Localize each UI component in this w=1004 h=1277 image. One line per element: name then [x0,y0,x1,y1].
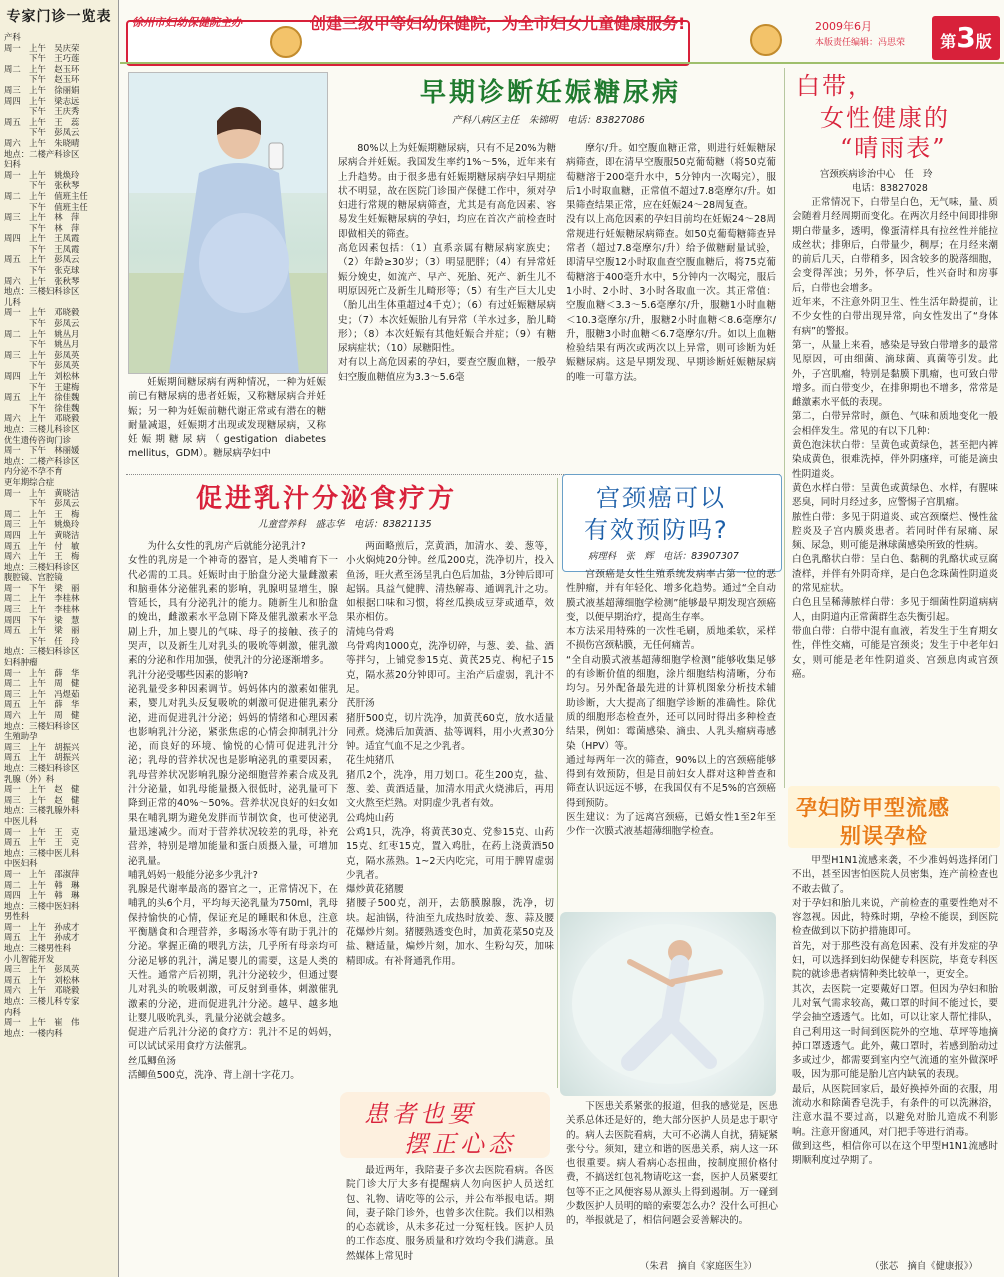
bear-mascot-icon [270,26,302,58]
article1-col1: 80%以上为妊娠期糖尿病，只有不足20%为糖尿病合并妊娠。我国发生率约1%～5%，近年来有上升趋势。由于很多患有妊娠期糖尿病孕妇早期症状不明显，故在医院门诊围产保健工作中，须对孕妇进行常规的糖尿病筛查，尤其是有高危因素、容易发生妊娠糖尿病的孕妇，均应在首次产前检查时即做相关的筛查。 高危因素包括：（1）直系亲属有糖尿病家族史；（2）年龄≥30岁；（3）明显肥胖；（4）有异常妊娠分娩史，如流产、早产、死胎、死产、新生儿不明原因死亡及新生儿畸形等；（5）有生产巨大儿史（胎儿出生体重超过4千克）；（6）有过妊娠糖尿病史；（7）本次妊娠胎儿有异常（羊水过多，胎儿畸形）；（8）本次妊娠有其他妊娠合并症；（9）有糖尿病症状；（10）尿糖阳性。 对有以上高危因素的孕妇，要查空腹血糖，一般孕妇空腹血糖值应为3.3～5.6毫 [338,143,556,383]
article3-byline: 儿童营养科 盛志华 电话：83821135 [258,519,432,530]
article2-byline-2: 电话：83827028 [852,183,928,194]
issue-date: 2009年6月 [815,20,872,33]
article3-col2: 两面略煎后，烹黄酒，加清水、姜、葱等，小火焖炖20分钟。丝瓜200克，洗净切片，投入鱼汤，旺火煮至汤呈乳白色后加盐，3分钟后即可起锅。具益气健脾、清热解毒、通调乳汁之功。如根据口味和习惯，将丝瓜换成豆芽或通草，效果亦相仿。 清炖乌骨鸡 乌骨鸡肉1000克，洗净切碎，与葱、姜、盐、酒等拌匀，上铺党参15克、黄芪25克、枸杞子15克，隔水蒸20分钟即可。主治产后虚弱，乳汁不足。 芪肝汤 猪肝500克，切片洗净，加黄芪60克，放水适量同煮。烧沸后加黄酒、盐等调料，用小火煮30分钟。适宜气血不足之少乳者。 花生炖猪爪 猪爪2个，洗净，用刀划口。花生200克，盐、葱、姜、黄酒适量，加清水用武火烧沸后，再用文火熬至烂熟。对阴虚少乳者有效。 公鸡炖山药 公鸡1只，洗净，将黄芪30克、党参15克、山药15克、红枣15克，置入鸡肚，在药上浇黄酒50克，隔水蒸熟。1~2天内吃完，可用于脾胃虚弱少乳者。 爆炒黄花猪腰 猪腰子500克，剖开，去筋膜腺腺，洗净，切块。起油锅，待油至九成热时放姜、葱、蒜及腰花爆炒片刻。猪腰熟透变色时，加黄花菜50克及盐、糖适量，煸炒片刻，加水、生粉勾芡，加味精即成。有补肾通乳作用。 [346,541,554,967]
article4-body: 宫颈癌是女性生殖系统发病率占第一位的恶性肿瘤，并有年轻化、增多化趋势。通过“全自动膜式液基超薄细胞学检测”能够最早期发现宫颈癌变，以便早期治疗，提高生存率。 本方法采用特殊的一次性毛刷，质地柔软，采样不损伤宫颈粘膜，无任何痛苦。 “全自动膜式液基超薄细胞学检测”能够收集足够的有诊断价值的细胞，涂片细胞结构清晰，分布均匀。另外配备最先进的计算机图象分析技术辅助诊断，大大提高了细胞学诊断的准确性。除优质的细胞形态检查外，还可以同时得出多种检查结果，例如：霉菌感染、滴虫、人乳头瘤病毒感染（HPV）等。 通过每两年一次的筛查，90%以上的宫颈癌能够得到有效预防，但是目前妇女人群对这种普查和筛查认识远远不够，在我国仅有不足5%的宫颈癌得到预防。 医生建议：为了远离宫颈癌，已婚女性1至2年至少作一次膜式液基超薄细胞学检查。 [566,569,776,838]
article2-title-line1: 白带， [796,72,874,100]
article6-title-line2: 摆正心态 [404,1130,516,1158]
article6-credit: （朱君 摘自《家庭医生》） [640,1261,758,1272]
banner-slogan: 创建三级甲等妇幼保健院，为全市妇女儿童健康服务! [310,14,686,33]
article2-byline-1: 宫颈疾病诊治中心 任 玲 [820,169,933,180]
article5-body: 甲型H1N1流感来袭，不少准妈妈选择闭门不出，甚至因害怕医院人员密集，连产前检查也不敢去做了。 对于孕妇和胎儿来说，产前检查的重要性绝对不容忽视。因此，特殊时期，孕检不能误，到医院检查做到以下防护措施即可。 首先，对于那些没有高危因素、没有并发症的孕妇，可以选择到妇幼保健专科医院，毕竟专科医院的就诊患者病情种类比较单一，更安全。 其次，去医院一定要戴好口罩。但因为孕妇和胎儿对氧气需求较高，戴口罩的时间不能过长，要学会抽空透透气。比如，可以让家人帮忙排队，自己利用这一时间到医院外的空地、草坪等地摘掉口罩透透气。此外，戴口罩时，若感到胎动过多或过少，都需要到室内空气流通的室外做深呼吸，因为那可能是胎儿宫内缺氧的表现。 最后，从医院回家后，最好换掉外面的衣服，用流动水和除菌香皂洗手，有条件的可以洗淋浴，注意水温不要过高，以避免对胎儿造成不利影响。注意开窗通风，对门把手等进行消毒。 做到这些，相信你可以在这个甲型H1N1流感时期顺利度过孕期了。 [792,855,998,1167]
article5-title-line1: 孕妇防甲型流感 [796,796,950,820]
article5-credit: （张芯 摘自《健康报》） [870,1261,978,1272]
page-label-post: 版 [975,32,992,51]
page-editor: 本版责任编辑：冯思荣 [815,38,906,48]
article4-byline: 病理科 张 辉 电话：83907307 [588,551,739,562]
pregnant-woman-photo [128,72,328,374]
article1-col-left: 妊娠期间糖尿病有两种情况，一种为妊娠前已有糖尿病的患者妊娠，又称糖尿病合并妊娠；另一种为妊娠前糖代谢正常或有潜在的糖耐量减退，妊娠期才出现或发现糖尿病，又称妊娠期糖尿病（gestigation diabetes mellitus，GDM）。糖尿病孕妇中 [128,377,330,460]
page-number: 3 [956,21,976,54]
organizer-name: 徐州市妇幼保健院主办 [132,16,242,29]
article3-col1: 为什么女性的乳房产后就能分泌乳汁? 女性的乳房是一个神奇的器官，是人类哺育下一代必需的工具。妊娠时由于胎盘分泌大量雌激素和脑垂体分泌催乳素的影响，乳腺明显增生，腺管延长，具有分泌乳汁的能力。随新生儿和胎盘的娩出，雌激素水平急剧下降及催乳激素水平急剧上升，加上婴儿的气味、母子的接触、孩子的哭声，以及新生儿对乳头的吸吮等刺激，催乳激素的分泌和作用加强，使乳汁的分泌逐渐增多。 乳汁分泌受哪些因素的影响? 泌乳量受多种因素调节。妈妈体内的激素如催乳素，婴儿对乳头反复吸吮的刺激可促进催乳素分泌，进而促进乳汁分泌；妈妈的情绪和心理因素也影响乳汁分泌，紧张焦虑的心情会抑制乳汁分泌，而良好的环境、愉悦的心情可促进乳汁分泌；乳母的营养状况也是影响泌乳的重要因素，乳母营养状况影响乳腺分泌细胞营养素合成及乳汁分泌量，如乳母能量摄入很低时，泌乳量可下降到正常的40%～50%。营养状况良好的妇女如果在哺乳期为避免发胖而节制饮食，也可使泌乳量迅速减少。而对于营养状况较差的乳母，补充营养，特别是增加能量和蛋白质摄入量，可增加泌乳量。 哺乳妈妈一般能分泌多少乳汁? 乳腺是代谢率最高的器官之一，正常情况下，在哺乳的头6个月，平均每天泌乳量为750ml，乳母保持愉快的心情，保证充足的睡眠和休息，注意平衡膳食和合理营养，多喝汤水等有助于乳汁的分泌。掌握正确的喂乳方法，几乎所有母亲均可分泌足够的乳汁，满足婴儿的需要，这是人类的天性。通常产后初期，乳汁分泌较少，但通过婴儿对乳头的吮吸刺激，可反射到垂体，刺激催乳激素的分泌，进而促进乳汁分泌。越早、越多地让婴儿吸吮乳头，乳量分泌就会越多。 促进产后乳汁分泌的食疗方：乳汁不足的妈妈，可以试试采用食疗方法催乳。 丝瓜鲫鱼汤 活鲫鱼500克，洗净、背上剖十字花刀。 [128,541,338,1081]
sidebar-title: 专家门诊一览表 [6,9,112,25]
banner-divider [120,62,1004,64]
article5-title-line2: 别误孕检 [840,824,928,848]
article6-col1: 最近两年，我陪妻子多次去医院看病。各医院门诊大厅大多有提醒病人勿向医护人员送红包、礼物、请吃等的公示，并公布举报电话。期间，妻子除门诊外，也曾多次住院。我们以相熟的心态就诊，从未多花过一分冤枉钱。医护人员的工作态度、服务质量和疗效均令我们满意。虽然媒体上常见时 [346,1165,554,1262]
article2-title-line2: 女性健康的 [820,104,950,132]
article4-title-line2: 有效预防吗? [584,516,729,544]
article6-col2: 下医患关系紧张的报道，但我的感觉是，医患关系总体还是好的，绝大部分医护人员是忠于职守的。病人去医院看病，大可不必满人自扰，猜疑紧张兮兮。须知，建立和谐的医患关系，病人这一环也很重要。病人看病心态扭曲，按制度照价格付费，不搞送红包礼物请吃这一套，医护人员紧要红包等不正之风便容易从源头上得到遏制。万一碰到少数医护人员明的暗的索要怎么办？没什么可担心的，举报就是了，相信问题会妥善解决的。 [566,1101,778,1227]
article2-title-line3: “晴雨表” [840,134,947,162]
page-label-pre: 第 [940,32,957,51]
yoga-woman-photo [560,912,776,1096]
expert-clinic-sidebar [0,0,119,1277]
top-banner [120,2,1004,60]
column-divider [784,68,785,788]
article1-col2: 摩尔/升。如空腹血糖正常，则进行妊娠糖尿病筛查，即在清早空腹服50克葡萄糖（将50克葡萄糖溶于200毫升水中，5分钟内一次喝完），服后1小时取血糖，正常值不超过7.8毫摩尔/升。如果筛查结果正常，应在妊娠24～28周复查。 没有以上高危因素的孕妇目前均在妊娠24～28周常规进行妊娠糖尿病筛查。如50克葡萄糖筛查异常者（超过7.8毫摩尔/升）给予做糖耐量试验，即清早空腹12小时取血查空腹血糖后，将75克葡萄糖溶于400毫升水中，5分钟内一次喝完，服后1小时、2小时、3小时各取血一次。其正常值：空腹血糖＜3.3～5.6毫摩尔/升，服糖1小时血糖＜10.3毫摩尔/升，服糖2小时血糖＜8.6毫摩尔/升，服糖3小时血糖＜6.7毫摩尔/升。如以上血糖检验结果有两次或两次以上异常，则可诊断为妊娠糖尿病。这是早期发现、早期诊断妊娠糖尿病的唯一可靠方法。 [566,143,776,383]
article4-title-line1: 宫颈癌可以 [596,484,726,512]
bear-mascot-icon [750,24,782,56]
article1-title: 早期诊断妊娠糖尿病 [420,78,682,108]
article6-title-line1: 患者也要 [364,1100,476,1128]
column-divider [557,478,558,1088]
article3-title: 促进乳汁分泌食疗方 [196,484,458,514]
article2-body: 正常情况下，白带呈白色，无气味，量、质会随着月经周期而变化。在两次月经中间即排卵期白带量多，透明，像蛋清样具有拉丝性并能拉成丝状；排卵后，白带量少，稠厚；在月经来潮的前后几天，白带稍多，因含较多的脱落细胞，会变得浑浊；另外，怀孕后，性兴奋时和房事后，白带也会增多。 近年来，不注意外阴卫生、性生活年龄提前，让不少女性的白带出现异常，向女性发出了“身体有病”的警报。 第一，从量上来看，感染是导致白带增多的最常见原因，可由细菌、滴球菌、真菌等引发。此外，子宫肌瘤，特别是黏膜下肌瘤，也可致白带增多。而白带变少，在排卵期也不增多，常常是雌激素水平低的表现。 第二，白带异常时，颜色、气味和质地变化一般会相伴发生。常见的有以下几种： 黄色泡沫状白带：呈黄色或黄绿色，甚至把内裤染成黄色，很难洗掉，伴外阴瘙痒，可能是滴虫性阴道炎。 黄色水样白带：呈黄色或黄绿色、水样，有腥味恶臭，同时月经过多，应警惕子宫肌瘤。 脓性白带：多见于阴道炎、或宫颈糜烂、慢性盆腔炎及子宫内膜炎患者。若同时伴有尿痛、尿频、尿急，则可能是淋球菌感染所致的性病。 白色乳酪状白带：呈白色、黏稠的乳酪状或豆腐渣样，并伴有外阴奇痒，是白色念珠菌性阴道炎的常见症状。 白色且呈稀薄脓样白带：多见于细菌性阴道病病人，由阴道内正常菌群生态失衡引起。 带血白带：白带中混有血液，若发生于生育期女性，伴性交痛，可能是宫颈炎；发生于中老年妇女，则可能是老年性阴道炎、宫颈息肉或宫颈癌。 [792,197,998,680]
article1-byline: 产科八病区主任 朱锦明 电话：83827086 [452,115,645,126]
page-number-badge [932,16,1000,60]
clinic-schedule: 产科 周一 上午 吴庆荣 下午 王巧莲 周二 上午 赵玉环 下午 赵玉环 周三 上午 徐丽娟 周四 上午 梁志远 下午 王庆秀 周五 上午 王 蕊 下午 彭凤云 周六 上午 朱晓晴 地点：二楼产科诊区 妇科 周一 上午 姚焕玲 下午 张秋琴 周二 上午 值班主任 下午 值班主任 周三 上午 林 萍 下午 林 萍 周四 上午 王凤霞 下午 王凤霞 周五 上午 彭凤云 下午 张克球 周六 上午 张秋琴 地点：三楼妇科诊区 儿科 周一 上午 邓晓毅 下午 彭凤云 周二 上午 姚丛月 下午 姚丛月 周三 上午 彭凤英 下午 彭凤英 周四 上午 刘松林 下午 王建梅 周五 上午 徐佳魏 下午 徐佳魏 周六 上午 邓晓毅 地点：三楼儿科诊区 优生遗传咨询门诊 周一 下午 林丽媛 地点：二楼产科诊区 内分泌不孕不育 更年期综合症 周一 上午 黄晓洁 下午 彭凤云 周二 上午 王 梅 周三 上午 姚焕玲 周四 上午 黄晓洁 周五 上午 付 敏 周六 上午 王 梅 地点：三楼妇科诊区 腹腔镜、宫腔镜 周一 下午 梁 丽 周二 上午 李桂林 周三 上午 李桂林 周四 下午 梁 慧 周五 上午 梁 丽 下午 任 玲 地点：三楼妇科诊区 妇科肿瘤 周一 上午 薛 华 周二 上午 周 健 周三 上午 冯煜茹 周五 上午 薛 华 周六 上午 周 健 地点：三楼妇科诊区 生殖助孕 周三 上午 胡振兴 周五 上午 胡振兴 地点：三楼妇科诊区 乳腺（外）科 周一 上午 赵 健 周三 上午 赵 健 地点：三楼乳腺外科 中医儿科 周一 上午 王 克 周五 上午 王 克 地点：三楼中医儿科 中医妇科 周一 上午 邵淑萍 周二 上午 韩 琳 周四 上午 韩 琳 地点：三楼中医妇科 男性科 周一 上午 孙成才 周五 上午 孙成才 地点：三楼男性科 小儿智能开发 周三 上午 彭凤英 周五 上午 刘松林 周六 上午 邓晓毅 地点：三楼儿科专家 内科 周一 上午 崔 伟 地点：一楼内科 [4,32,88,1038]
